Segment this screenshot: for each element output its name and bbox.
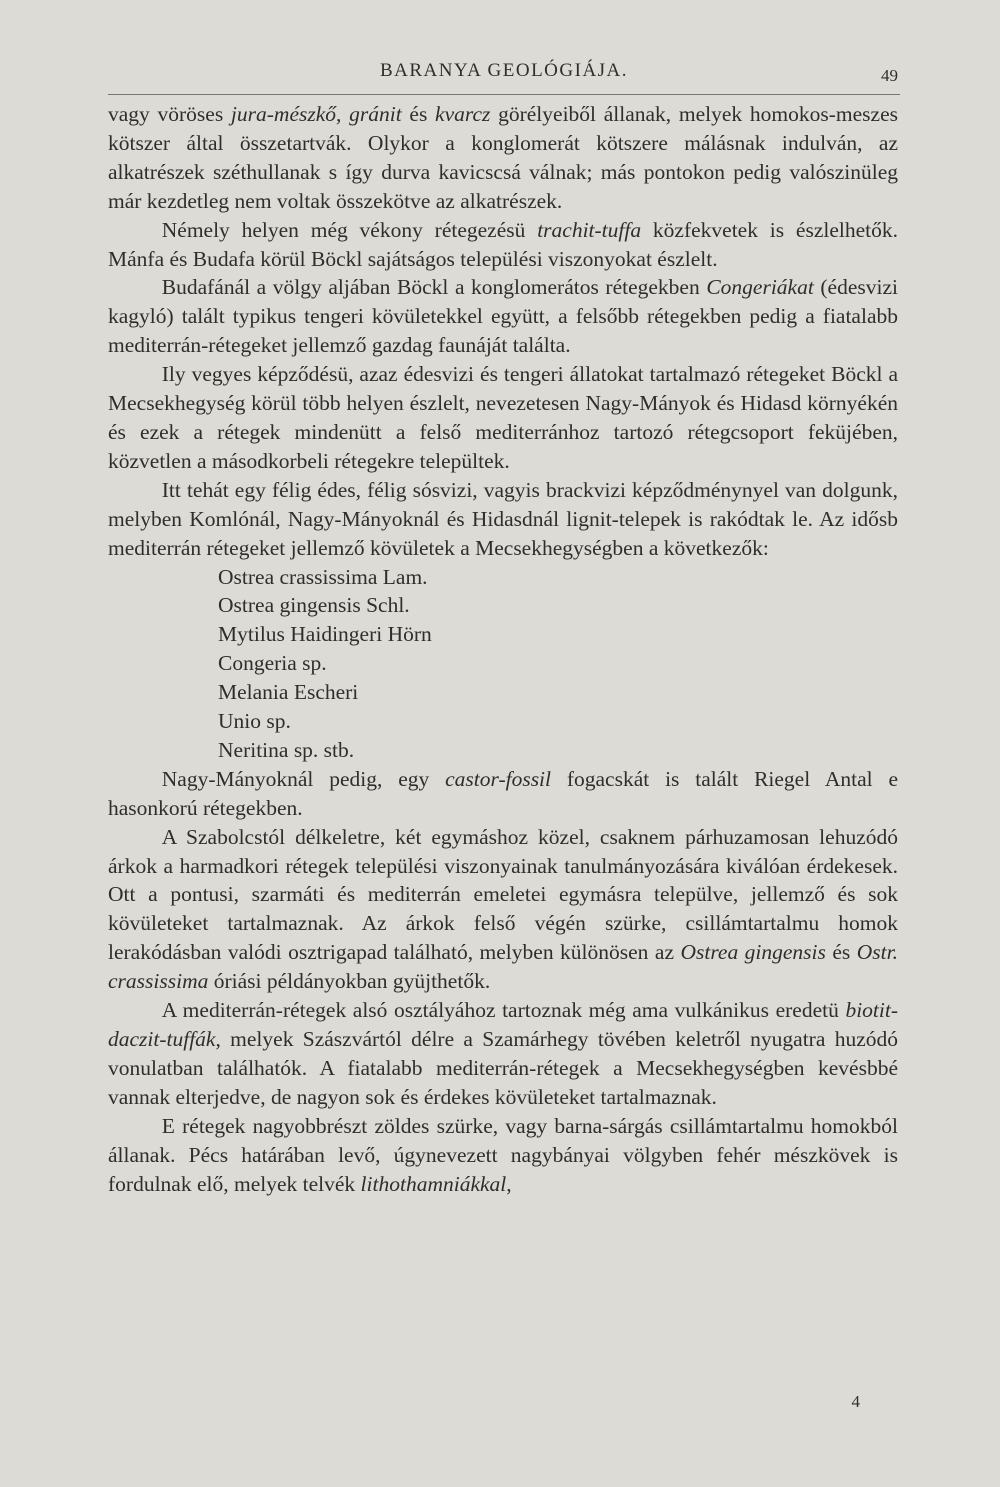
text-run: , melyek Szászvártól délre a Szamárhegy tövében keletről nyugatra huzódó vonulatban találhatók. A fiatalabb mediterrán-rétegek a Mecsekhegységben kevésbbé vannak elterjedve, de nagyon sok és érdekes kövületeket tartalmaznak. — [108, 1027, 898, 1109]
italic-term: jura-mészkő, gránit — [230, 102, 402, 126]
text-run: Budafánál a völgy aljában Böckl a konglomerátos rétegekben — [161, 275, 707, 300]
paragraph — [108, 1112, 898, 1199]
italic-term: Congeriákat — [706, 275, 814, 300]
paragraph — [108, 100, 898, 216]
signature-mark: 4 — [851, 1392, 860, 1411]
text-run: Itt tehát egy félig édes, félig sósvizi, vagyis brackvizi képződménynyel van dolgunk, melyben Komlónál, Nagy-Mányoknál és Hidasdnál lignit-telepek is rakódtak le. Az idősb mediterrán rétegeket jellemző kövületek a Mecsekhegységben a következők: — [108, 477, 898, 560]
italic-term: castor-fossil — [445, 766, 552, 791]
text-run: A mediterrán-rétegek alsó osztályához tartoznak még ama vulkánikus eredetü — [161, 998, 846, 1023]
italic-term: lithothamniákkal — [360, 1171, 507, 1196]
text-run: és — [401, 102, 436, 126]
text-run: Nagy-Mányoknál pedig, egy — [161, 766, 446, 791]
species-item: Congeria sp. — [218, 651, 327, 676]
text-run: E rétegek nagyobbrészt zöldes szürke, vagy barna-sárgás csillámtartalmu homokból állanak. Pécs határában levő, úgynevezett nagybányai völgyben fehér mészkövek is fordulnak elő, melyek telvék — [108, 1113, 898, 1196]
species-item: Ostrea crassissima Lam. — [218, 564, 428, 589]
paragraph — [108, 273, 898, 360]
paragraph — [108, 765, 898, 823]
text-run: fogacskát is talált Riegel Antal e hasonkorú rétegekben. — [108, 766, 898, 820]
text-run: görélyeiből állanak, melyek homokos-meszes kötszer által összetartvák. Olykor a konglomerát kötszere málásnak indulván, az alkatrészek széthullanak s így durva kavicscsá válnak; más pontokon pedig valószinüleg már kezdetleg nem voltak összekötve az alkatrészek. — [108, 102, 898, 213]
running-title: BARANYA GEOLÓGIÁJA. — [379, 60, 629, 81]
page-number: 49 — [881, 66, 898, 85]
text-run: Ily vegyes képződésü, azaz édesvizi és tengeri állatokat tartalmazó rétegeket Böckl a Mecsekhegység körül több helyen észlelt, nevezetesen Nagy-Mányok és Hidasd környékén és ezek a rétegek mindenütt a felső mediterránhoz tartozó rétegcsoport feküjében, közvetlen a másodkorbeli rétegekre települtek. — [108, 362, 898, 473]
paragraph — [108, 823, 898, 996]
species-item: Neritina sp. stb. — [218, 737, 355, 762]
paragraph — [108, 476, 898, 563]
italic-term: biotit-daczit-tuffák — [108, 998, 898, 1051]
paragraph — [108, 996, 898, 1112]
text-run: és — [825, 940, 857, 965]
text-run: közfekvetek is észlelhetők. Mánfa és Budafa körül Böckl sajátságos települési viszonyokat észlelt. — [108, 217, 899, 271]
species-item: Ostrea gingensis Schl. — [218, 593, 410, 618]
text-run: (édesvizi kagyló) talált typikus tengeri kövületekkel együtt, a felsőbb rétegekben pedig a fiatalabb mediterrán-rétegeket jellemző gazdag faunáját találta. — [108, 275, 898, 358]
paragraph — [108, 360, 898, 476]
running-header — [108, 58, 900, 95]
text-run: Némely helyen még vékony rétegezésü — [161, 217, 538, 242]
italic-term: trachit-tuffa — [537, 217, 642, 242]
italic-term: Ostr. crassissima — [108, 940, 898, 994]
text-run: vagy vöröses — [108, 102, 231, 126]
text-run: A Szabolcstól délkeletre, két egymáshoz közel, csaknem párhuzamosan lehuzódó árkok a harmadkori rétegek települési viszonyainak tanulmányozására kiválóan érdekesek. Ott a pontusi, szarmáti és mediterrán emeletei egymásra települve, jellemző és sok kövületeket tartalmaznak. Az árkok felső végén szürke, csillámtartalmu homok lerakódásban valódi osztrigapad található, melyben különösen az — [108, 824, 898, 965]
species-item: Mytilus Haidingeri Hörn — [218, 622, 432, 647]
paragraphs-after-list — [108, 765, 898, 1199]
page-body — [108, 100, 898, 1198]
italic-term: kvarcz — [435, 102, 491, 126]
paragraph — [108, 216, 898, 274]
species-item: Melania Escheri — [218, 680, 359, 705]
paragraphs-before-list — [108, 100, 898, 563]
species-list — [108, 563, 898, 765]
text-run: óriási példányokban gyüjthetők. — [208, 969, 491, 994]
italic-term: Ostrea gingensis — [680, 940, 826, 965]
species-item: Unio sp. — [218, 709, 291, 734]
text-run: , — [506, 1171, 512, 1196]
